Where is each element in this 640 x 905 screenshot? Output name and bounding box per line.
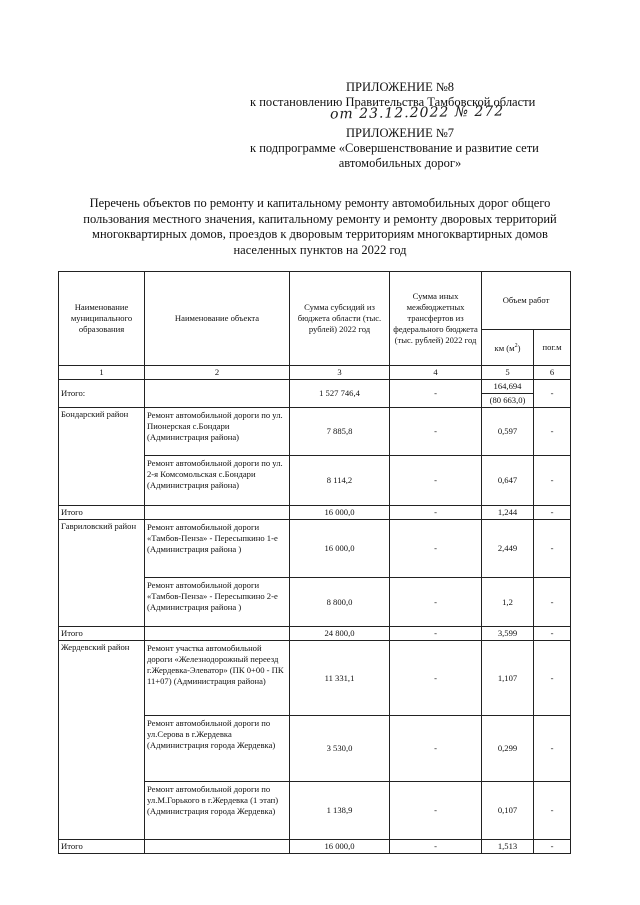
table-row <box>59 408 571 456</box>
colnum: 1 <box>59 366 145 380</box>
subtotal-object <box>145 840 290 854</box>
subsidy-value: 16 000,0 <box>290 520 390 578</box>
appendix7-header <box>250 126 550 171</box>
km-value: 0,647 <box>482 456 534 506</box>
subtotal-subsidy: 24 800,0 <box>290 627 390 641</box>
header-km <box>482 330 534 366</box>
header-row <box>59 272 571 330</box>
district-name: Жердевский район <box>59 641 145 840</box>
transfers-value: - <box>390 716 482 782</box>
subsidy-value: 1 138,9 <box>290 782 390 840</box>
subtotal-row <box>59 506 571 520</box>
document-title <box>70 196 570 258</box>
column-numbers-row <box>59 366 571 380</box>
transfers-value: - <box>390 456 482 506</box>
transfers-value: - <box>390 520 482 578</box>
subtotal-label: Итого <box>59 506 145 520</box>
object-name: Ремонт автомобильной дороги по ул. Пионерская с.Бондари (Администрация района) <box>145 408 290 456</box>
pogm-value: - <box>534 456 571 506</box>
title-line1: Перечень объектов по ремонту и капитальному ремонту автомобильных дорог общего <box>89 196 551 210</box>
colnum: 4 <box>390 366 482 380</box>
subtotal-transfers: - <box>390 506 482 520</box>
km-value: 0,107 <box>482 782 534 840</box>
pogm-value: - <box>534 716 571 782</box>
grand-total-km: 164,694 <box>482 380 534 394</box>
subtotal-object <box>145 627 290 641</box>
subsidy-value: 8 800,0 <box>290 578 390 627</box>
header-object: Наименование объекта <box>145 272 290 366</box>
km-value: 0,597 <box>482 408 534 456</box>
header-volume: Объем работ <box>482 272 571 330</box>
grand-total-label: Итого: <box>59 380 145 408</box>
subtotal-km: 1,244 <box>482 506 534 520</box>
subtotal-pogm: - <box>534 627 571 641</box>
table-row <box>59 520 571 578</box>
object-name: Ремонт автомобильной дороги по ул.М.Горького в г.Жердевка (1 этап) (Администрация города Жердевка) <box>145 782 290 840</box>
handwritten-date: от 23.12.2022 № 272 <box>329 103 505 123</box>
subtotal-label: Итого <box>59 627 145 641</box>
title-line2: пользования местного значения, капитальному ремонту и ремонту дворовых территорий <box>83 211 557 226</box>
header-km-sup: 2 <box>514 343 518 350</box>
pogm-value: - <box>534 782 571 840</box>
object-name: Ремонт автомобильной дороги по ул. 2-я Комсомольская с.Бондари (Администрация района) <box>145 456 290 506</box>
km-value: 2,449 <box>482 520 534 578</box>
title-line4: населенных пунктов на 2022 год <box>233 242 407 257</box>
pogm-value: - <box>534 520 571 578</box>
subtotal-transfers: - <box>390 840 482 854</box>
subsidy-value: 8 114,2 <box>290 456 390 506</box>
subprogram-line2: автомобильных дорог» <box>338 156 462 170</box>
subsidy-value: 11 331,1 <box>290 641 390 716</box>
subtotal-subsidy: 16 000,0 <box>290 506 390 520</box>
pogm-value: - <box>534 578 571 627</box>
subtotal-km: 3,599 <box>482 627 534 641</box>
km-value: 1,107 <box>482 641 534 716</box>
table-row <box>59 641 571 716</box>
pogm-value: - <box>534 641 571 716</box>
subsidy-value: 7 885,8 <box>290 408 390 456</box>
transfers-value: - <box>390 408 482 456</box>
grand-total-object <box>145 380 290 408</box>
header-pogm: пог.м <box>534 330 571 366</box>
title-line3: многоквартирных домов, проездов к дворовым территориям многоквартирных домов <box>92 227 548 241</box>
object-name: Ремонт автомобильной дороги «Тамбов-Пенза» - Пересыпкино 1-е (Администрация района ) <box>145 520 290 578</box>
district-name: Гавриловский район <box>59 520 145 627</box>
subtotal-pogm: - <box>534 840 571 854</box>
subtotal-pogm: - <box>534 506 571 520</box>
subtotal-row <box>59 627 571 641</box>
header-municipality: Наименование муниципального образования <box>59 272 145 366</box>
colnum: 5 <box>482 366 534 380</box>
grand-total-row <box>59 380 571 394</box>
colnum: 2 <box>145 366 290 380</box>
subsidy-value: 3 530,0 <box>290 716 390 782</box>
subtotal-object <box>145 506 290 520</box>
subtotal-row <box>59 840 571 854</box>
object-name: Ремонт участка автомобильной дороги «Железнодорожный переезд г.Жердевка-Элеватор» (ПК 0+00 - ПК 11+07) (Администрация района) <box>145 641 290 716</box>
header-subsidy: Сумма субсидий из бюджета области (тыс. рублей) 2022 год <box>290 272 390 366</box>
header-km-suffix: ) <box>517 342 521 353</box>
grand-total-subsidy: 1 527 746,4 <box>290 380 390 408</box>
colnum: 3 <box>290 366 390 380</box>
object-name: Ремонт автомобильной дороги по ул.Серова в г.Жердевка (Администрация города Жердевка) <box>145 716 290 782</box>
subtotal-transfers: - <box>390 627 482 641</box>
km-value: 1,2 <box>482 578 534 627</box>
subtotal-subsidy: 16 000,0 <box>290 840 390 854</box>
km-value: 0,299 <box>482 716 534 782</box>
resolution-line: к постановлению Правительства Тамбовской области <box>250 95 536 109</box>
transfers-value: - <box>390 782 482 840</box>
transfers-value: - <box>390 578 482 627</box>
object-name: Ремонт автомобильной дороги «Тамбов-Пенза» - Пересыпкино 2-е (Администрация района ) <box>145 578 290 627</box>
header-km-prefix: км (м <box>494 342 515 353</box>
pogm-value: - <box>534 408 571 456</box>
colnum: 6 <box>534 366 571 380</box>
transfers-value: - <box>390 641 482 716</box>
district-name: Бондарский район <box>59 408 145 506</box>
grand-total-pogm: - <box>534 380 571 408</box>
objects-table <box>58 271 571 854</box>
subprogram-line1: к подпрограмме «Совершенствование и развитие сети <box>250 141 539 155</box>
subtotal-label: Итого <box>59 840 145 854</box>
subtotal-km: 1,513 <box>482 840 534 854</box>
appendix7-label: ПРИЛОЖЕНИЕ №7 <box>345 126 455 140</box>
header-transfers: Сумма иных межбюджетных трансфертов из федерального бюджета (тыс. рублей) 2022 год <box>390 272 482 366</box>
grand-total-transfers: - <box>390 380 482 408</box>
appendix8-label: ПРИЛОЖЕНИЕ №8 <box>345 80 455 94</box>
grand-total-m2: (80 663,0) <box>482 394 534 408</box>
